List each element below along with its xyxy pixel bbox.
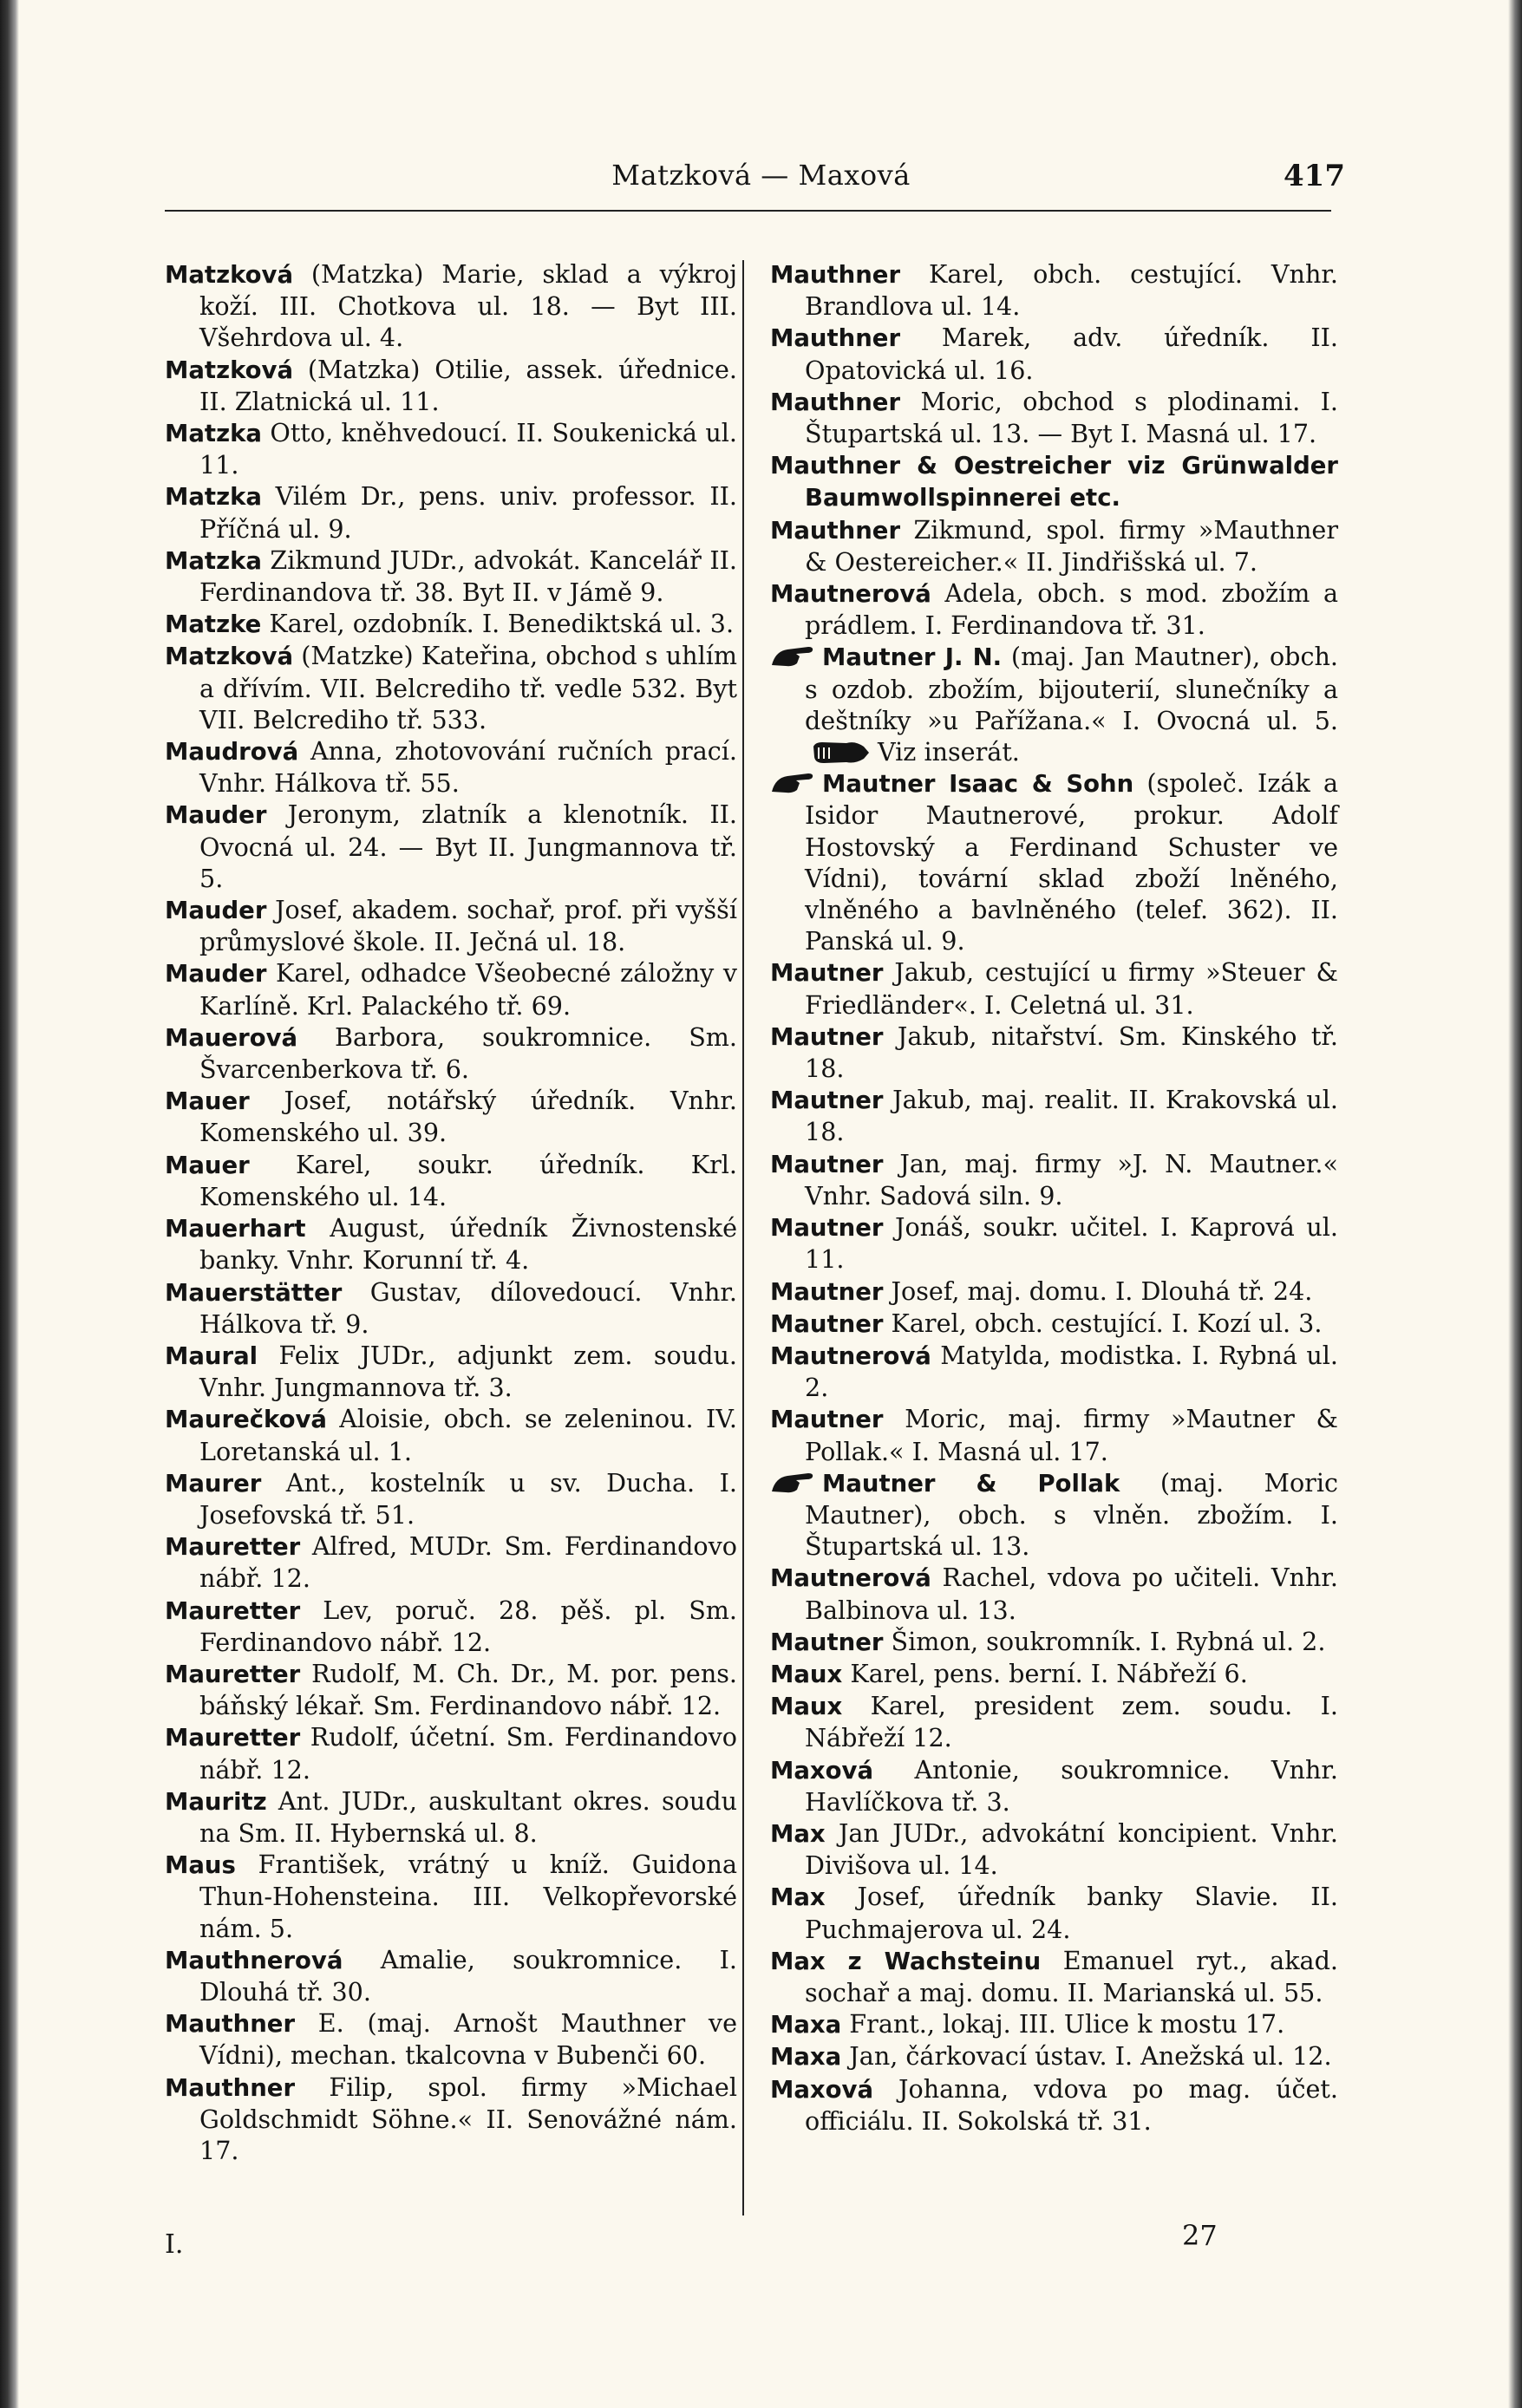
entry-text: Moric, obchod s plodinami. I. Štupartská ul. 13. — Byt I. Masná ul. 17.: [805, 386, 1338, 449]
entry-text: Antonie, soukromnice. Vnhr. Havlíčkova tř. 3.: [805, 1754, 1338, 1817]
pointing-hand-icon: [770, 1471, 815, 1495]
entry-head: Mauthner: [770, 388, 901, 416]
entry-text: E. (maj. Arnošt Mauthner ve Vídni), mechan. tkalcovna v Bubenči 60.: [199, 2008, 737, 2071]
entry-text: Vilém Dr., pens. univ. professor. II. Příčná ul. 9.: [199, 481, 737, 544]
entry-head: Mauretter: [165, 1724, 301, 1752]
entry-text: Alfred, MUDr. Sm. Ferdinandovo nábř. 12.: [199, 1531, 737, 1594]
entry-text: Karel, soukr. úředník. Krl. Komenského ul. 14.: [199, 1149, 737, 1211]
directory-entry: [770, 1308, 1338, 1340]
directory-entry: [770, 2040, 1338, 2072]
entry-head: Mauerhart: [165, 1215, 306, 1243]
entry-head: Max z Wachsteinu: [770, 1947, 1042, 1975]
entry-head: Mauretter: [165, 1596, 301, 1625]
entry-text: Josef, akadem. sochař, prof. při vyšší průmyslové škole. II. Ječná ul. 18.: [199, 895, 737, 957]
entry-head: Mautner: [770, 1214, 884, 1243]
entry-mautner-jn: [770, 641, 1338, 767]
directory-entry: [165, 258, 737, 354]
directory-entry: [770, 2073, 1338, 2137]
entry-head: Mautner: [770, 1406, 884, 1434]
entry-head: Mautner: [770, 1150, 884, 1178]
directory-entry: [770, 258, 1338, 322]
directory-entry: [770, 1754, 1338, 1817]
directory-entry: [165, 1849, 737, 1944]
directory-entry: [770, 578, 1338, 641]
entry-head: Maxa: [770, 2011, 842, 2039]
entry-text: Emanuel ryt., akad. sochař a maj. domu. II. Marianská ul. 55.: [805, 1945, 1338, 2007]
entry-text: Jakub, cestující u firmy »Steuer & Friedländer«. I. Celetná ul. 31.: [805, 957, 1338, 1020]
entry-head: Maurer: [165, 1469, 262, 1498]
entry-text: Karel, obch. cestující. I. Kozí ul. 3.: [883, 1308, 1323, 1338]
entry-head: Maxa: [770, 2043, 842, 2072]
entry-text: August, úředník Živnostenské banky. Vnhr. Korunní tř. 4.: [199, 1213, 737, 1276]
entry-head: Mautner: [770, 1277, 884, 1306]
entry-head: Matzka: [165, 546, 262, 575]
entry-text: (Matzka) Marie, sklad a výkroj koží. III. Chotkova ul. 18. — Byt III. Všehrdova ul. 4.: [199, 259, 737, 353]
directory-entry: [165, 2072, 737, 2167]
directory-entry: [770, 1881, 1338, 1944]
entry-text: Adela, obch. s mod. zbožím a prádlem. I. Ferdinandova tř. 31.: [805, 578, 1338, 641]
directory-entry: [165, 480, 737, 544]
right-column-block-a: [770, 258, 1338, 641]
pointing-hand-icon: [812, 740, 871, 766]
entry-head: Mauerstätter: [165, 1278, 343, 1307]
entry-head: Mauthner: [770, 516, 901, 545]
entry-head: Mautnerová: [770, 1564, 931, 1593]
entry-text: Karel, ozdobník. I. Benediktská ul. 3.: [261, 609, 735, 639]
directory-entry: [165, 799, 737, 894]
directory-entry: [770, 1148, 1338, 1211]
entry-head: Mauthner & Oestreicher: [770, 452, 1112, 480]
entry-text: Josef, notářský úředník. Vnhr. Komenského ul. 39.: [199, 1086, 737, 1148]
directory-entry: [165, 894, 737, 957]
entry-head: Maux: [770, 1660, 843, 1688]
directory-entry: [770, 1562, 1338, 1625]
directory-entry: [770, 1690, 1338, 1753]
directory-entry: [165, 1530, 737, 1594]
directory-entry: [770, 2008, 1338, 2040]
entry-head: Matzka: [165, 483, 262, 512]
entry-text: Barbora, soukromnice. Sm. Švarcenberkova tř. 6.: [199, 1021, 737, 1085]
page-number: 417: [1284, 159, 1345, 193]
entry-text: Zikmund, spol. firmy »Mauthner & Oestereicher.« II. Jindřišská ul. 7.: [805, 514, 1338, 577]
entry-head: Mauder: [165, 897, 267, 925]
entry-head: Mautner Isaac & Sohn: [822, 770, 1134, 799]
entry-head: Mauthner: [165, 2010, 296, 2039]
entry-head: Mauer: [165, 1151, 250, 1179]
directory-entry: [165, 1021, 737, 1085]
directory-entry: [165, 1944, 737, 2007]
directory-entry: [770, 1211, 1338, 1275]
entry-text: Jan JUDr., advokátní koncipient. Vnhr. Divišova ul. 14.: [805, 1817, 1338, 1881]
signature-mark: I.: [165, 2229, 184, 2260]
entry-text: Amalie, soukromnice. I. Dlouhá tř. 30.: [199, 1944, 737, 2007]
entry-head: Mauthnerová: [165, 1946, 343, 1974]
page-right-edge: [1508, 0, 1522, 2408]
entry-text: Otto, kněhvedoucí. II. Soukenická ul. 11.: [199, 418, 737, 480]
entry-text: Aloisie, obch. se zeleninou. IV. Loretanská ul. 1.: [199, 1404, 737, 1466]
entry-text: Rudolf, účetní. Sm. Ferdinandovo nábř. 12.: [199, 1722, 737, 1785]
running-header-title: Matzková — Maxová: [611, 159, 911, 192]
directory-entry: [165, 1658, 737, 1721]
entry-tail: Viz inserát.: [878, 737, 1020, 767]
entry-head: Maural: [165, 1341, 258, 1370]
directory-entry: [165, 608, 737, 640]
entry-text: Rachel, vdova po učiteli. Vnhr. Balbinova ul. 13.: [805, 1563, 1338, 1625]
directory-entry: [770, 956, 1338, 1020]
entry-text: (Matzke) Kateřina, obchod s uhlím a dřívím. VII. Belcrediho tř. vedle 532. Byt VII. Belcrediho tř. 533.: [199, 641, 737, 734]
directory-entry: [770, 1276, 1338, 1308]
right-column-block-b: [770, 956, 1338, 1466]
entry-head: Mautner & Pollak: [822, 1469, 1120, 1498]
right-column: [770, 258, 1338, 2137]
entry-head: Mauthner: [770, 261, 901, 289]
entry-mautner-pollak: [770, 1467, 1338, 1563]
directory-entry: [770, 1403, 1338, 1466]
entry-head: Mautner: [770, 959, 884, 988]
entry-head: Mautnerová: [770, 1341, 931, 1370]
entry-text: Matylda, modistka. I. Rybná ul. 2.: [805, 1340, 1338, 1403]
entry-head: Mauerová: [165, 1023, 298, 1052]
entry-text: Moric, maj. firmy »Mautner & Pollak.« I. Masná ul. 17.: [805, 1404, 1338, 1466]
entry-head: Mautner: [770, 1309, 884, 1338]
directory-entry: [770, 1817, 1338, 1881]
directory-entry: [165, 1467, 737, 1530]
entry-text: Marek, adv. úředník. II. Opatovická ul. 16.: [805, 323, 1338, 385]
directory-entry: [165, 1595, 737, 1658]
entry-text: Gustav, dílovedoucí. Vnhr. Hálkova tř. 9.: [199, 1276, 737, 1339]
directory-entry: [770, 449, 1338, 513]
entry-text: Frant., lokaj. III. Ulice k mostu 17.: [841, 2009, 1285, 2039]
entry-head: Matzke: [165, 610, 262, 639]
entry-text: Jan, maj. firmy »J. N. Mautner.« Vnhr. Sadová siln. 9.: [805, 1148, 1338, 1211]
entry-text: Jakub, maj. realit. II. Krakovská ul. 18.: [805, 1085, 1338, 1147]
directory-entry: [165, 1085, 737, 1148]
entry-head: Matzka: [165, 420, 262, 448]
directory-entry: [165, 354, 737, 417]
entry-text: Felix JUDr., adjunkt zem. soudu. Vnhr. Jungmannova tř. 3.: [199, 1340, 737, 1403]
pointing-hand-icon: [770, 771, 815, 795]
entry-text: (Matzka) Otilie, assek. úřednice. II. Zlatnická ul. 11.: [199, 354, 737, 416]
directory-entry: [165, 545, 737, 608]
directory-entry: [770, 1626, 1338, 1658]
entry-head: Maus: [165, 1851, 236, 1880]
entry-text: viz Grünwalder Baumwollspinnerei etc.: [805, 452, 1338, 512]
entry-text: (společ. Izák a Isidor Mautnerové, prokur. Adolf Hostovský a Ferdinand Schuster ve Vídni), tovární sklad zboží lněného, vlněného a bavlněného (telef. 362). II. Panská ul. 9.: [805, 768, 1338, 956]
entry-head: Max: [770, 1819, 826, 1848]
entry-text: Šimon, soukromník. I. Rybná ul. 2.: [883, 1626, 1326, 1656]
directory-entry: [165, 735, 737, 799]
entry-head: Maxová: [770, 2075, 874, 2104]
pointing-hand-icon: [770, 644, 815, 669]
directory-entry: [770, 1945, 1338, 2008]
entry-text: Anna, zhotovování ručních prací. Vnhr. Hálkova tř. 55.: [199, 736, 737, 799]
entry-text: Ant., kostelník u sv. Ducha. I. Josefovská tř. 51.: [199, 1467, 737, 1530]
page-left-edge: [0, 0, 19, 2408]
entry-text: Josef, úředník banky Slavie. II. Puchmajerova ul. 24.: [805, 1882, 1338, 1944]
directory-entry: [165, 1340, 737, 1403]
entry-head: Mauthner: [770, 324, 901, 353]
entry-text: Karel, pens. berní. I. Nábřeží 6.: [842, 1658, 1248, 1688]
entry-text: Karel, obch. cestující. Vnhr. Brandlova ul. 14.: [805, 259, 1338, 322]
entry-text: Lev, poruč. 28. pěš. pl. Sm. Ferdinandovo nábř. 12.: [199, 1595, 737, 1657]
entry-text: Johanna, vdova po mag. účet. officiálu. II. Sokolská tř. 31.: [805, 2073, 1338, 2136]
entry-text: Josef, maj. domu. I. Dlouhá tř. 24.: [883, 1276, 1313, 1306]
entry-head: Matzková: [165, 356, 294, 384]
entry-text: Jeronym, zlatník a klenotník. II. Ovocná ul. 24. — Byt II. Jungmannova tř. 5.: [199, 799, 737, 893]
directory-entry: [165, 417, 737, 480]
directory-entry: [770, 1658, 1338, 1690]
entry-text: Jan, čárkovací ústav. I. Anežská ul. 12.: [841, 2041, 1332, 2072]
directory-entry: [770, 386, 1338, 449]
directory-entry: [770, 514, 1338, 578]
entry-text: Karel, president zem. soudu. I. Nábřeží 12.: [805, 1691, 1338, 1753]
entry-head: Matzková: [165, 261, 294, 289]
entry-text: Filip, spol. firmy »Michael Goldschmidt Söhne.« II. Senovážné nám. 17.: [199, 2072, 737, 2165]
entry-head: Mauretter: [165, 1533, 301, 1562]
entry-head: Maxová: [770, 1756, 874, 1785]
entry-text: (maj. Jan Mautner), obch. s ozdob. zbožím, bijouterií, slunečníky a deštníky »u Pařížana.« I. Ovocná ul. 5.: [805, 642, 1338, 735]
entry-text: František, vrátný u kníž. Guidona Thun-Hohensteina. III. Velkopřevorské nám. 5.: [199, 1850, 737, 1943]
column-divider: [742, 260, 744, 2215]
directory-entry: [165, 2007, 737, 2071]
left-column: [165, 258, 737, 2166]
entry-head: Mautner: [770, 1087, 884, 1115]
header-rule: [165, 210, 1331, 212]
entry-head: Mautner: [770, 1628, 884, 1656]
entry-head: Mautner: [770, 1022, 884, 1051]
entry-head: Mauritz: [165, 1787, 267, 1816]
directory-entry: [770, 322, 1338, 385]
entry-head: Mautnerová: [770, 580, 931, 609]
entry-head: Maurečková: [165, 1406, 327, 1434]
directory-entry: [165, 1403, 737, 1466]
directory-entry: [165, 1276, 737, 1340]
directory-entry: [770, 1021, 1338, 1084]
directory-entry: [165, 1212, 737, 1276]
entry-head: Mauthner: [165, 2073, 296, 2102]
sheet-number: 27: [1182, 2219, 1218, 2252]
entry-head: Mauder: [165, 801, 267, 830]
directory-entry: [165, 1149, 737, 1212]
entry-head: Mauer: [165, 1087, 250, 1116]
entry-text: Jonáš, soukr. učitel. I. Kaprová ul. 11.: [805, 1212, 1338, 1275]
directory-entry: [165, 957, 737, 1021]
entry-mautner-isaac: [770, 767, 1338, 956]
directory-entry: [165, 640, 737, 735]
entry-head: Matzková: [165, 643, 294, 671]
entry-text: Ant. JUDr., auskultant okres. soudu na Sm. II. Hybernská ul. 8.: [199, 1785, 737, 1848]
entry-text: Jakub, nitařství. Sm. Kinského tř. 18.: [805, 1021, 1338, 1084]
entry-text: Rudolf, M. Ch. Dr., M. por. pens. báňský lékař. Sm. Ferdinandovo nábř. 12.: [199, 1658, 737, 1721]
directory-entry: [165, 1785, 737, 1849]
entry-text: (maj. Moric Mautner), obch. s vlněn. zbožím. I. Štupartská ul. 13.: [805, 1467, 1338, 1562]
entry-text: Zikmund JUDr., advokát. Kancelář II. Ferdinandova tř. 38. Byt II. v Jámě 9.: [199, 545, 737, 608]
directory-entry: [165, 1721, 737, 1785]
entry-head: Maux: [770, 1693, 843, 1721]
directory-entry: [770, 1084, 1338, 1147]
entry-text: Karel, odhadce Všeobecné záložny v Karlíně. Krl. Palackého tř. 69.: [199, 958, 737, 1021]
entry-head: Mauretter: [165, 1660, 301, 1688]
directory-entry: [770, 1340, 1338, 1403]
entry-head: Max: [770, 1883, 826, 1912]
entry-head: Mautner J. N.: [822, 643, 1003, 672]
entry-head: Maudrová: [165, 738, 299, 767]
entry-head: Mauder: [165, 960, 267, 989]
right-column-block-c: [770, 1562, 1338, 2137]
